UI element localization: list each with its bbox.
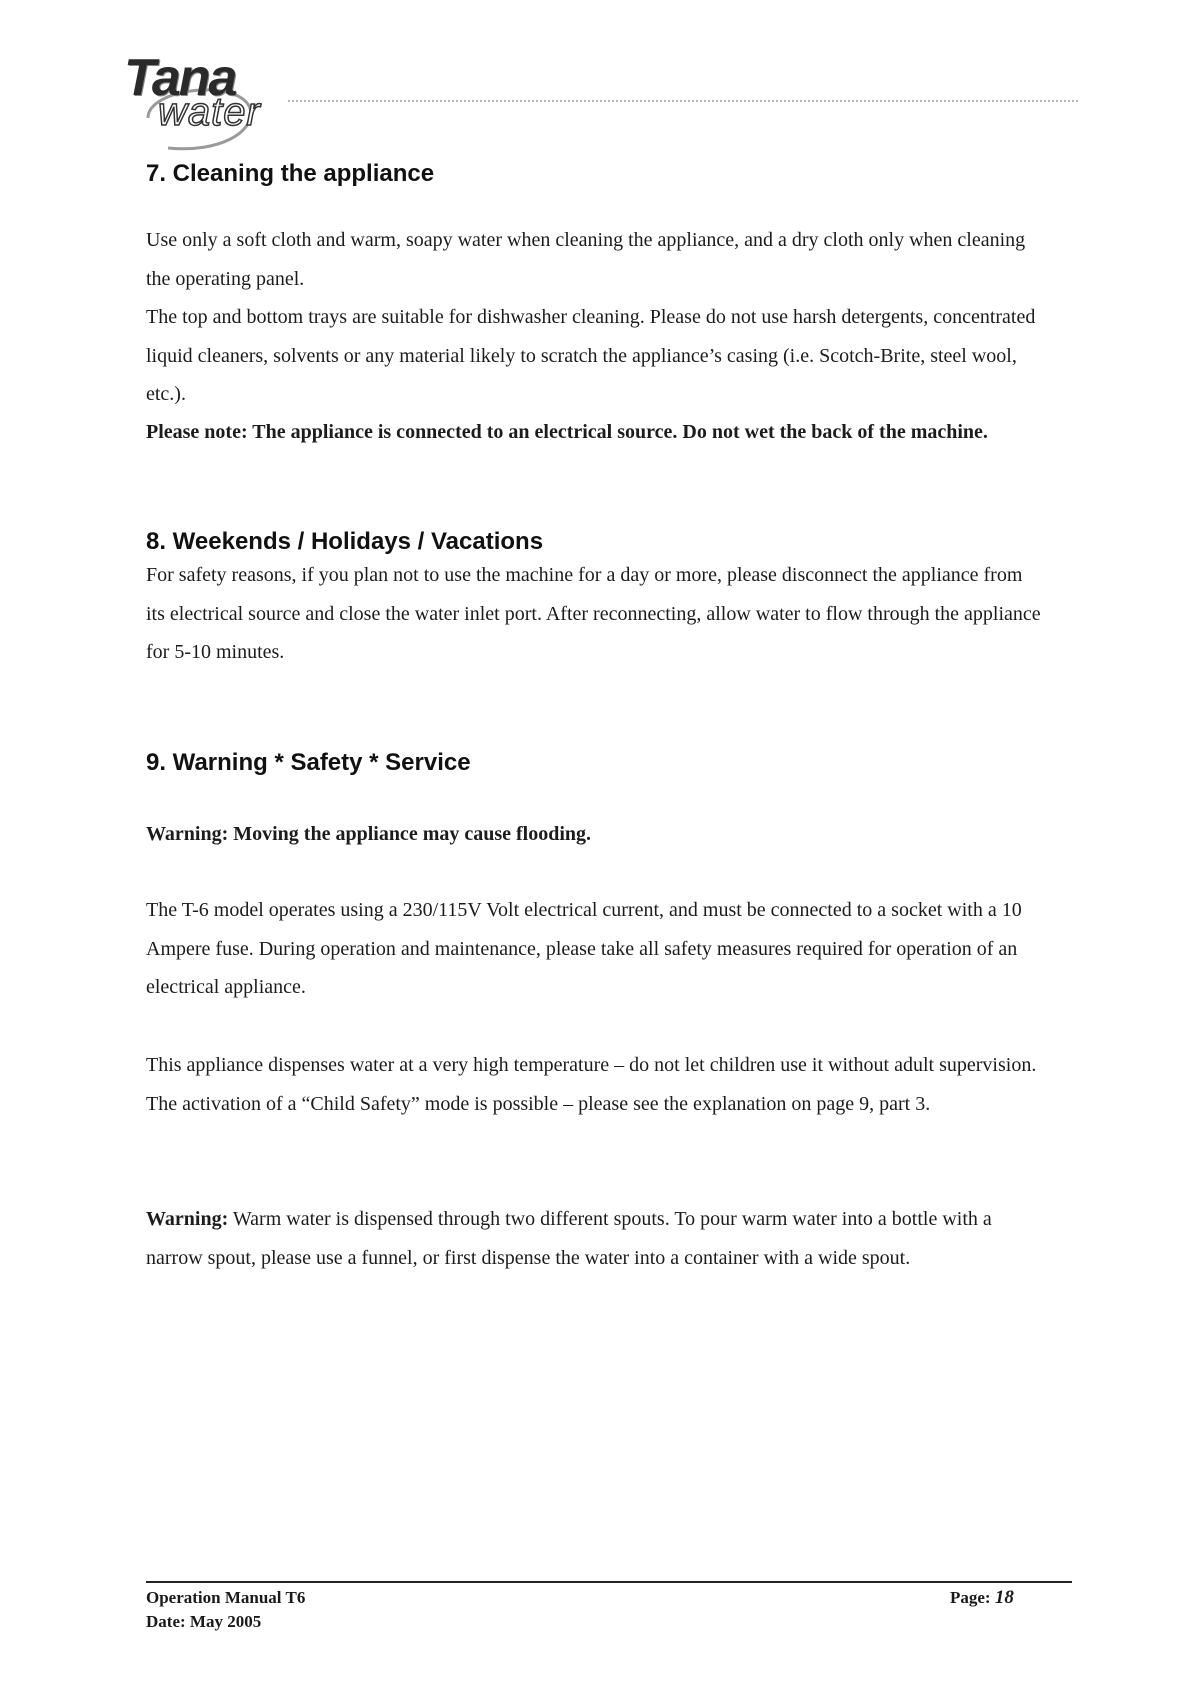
footer-manual-title: Operation Manual T6 <box>146 1588 306 1607</box>
logo-text-tana: Tana <box>124 49 236 107</box>
logo-text-water: water <box>158 90 261 134</box>
warning-label: Warning: <box>146 1208 229 1230</box>
header-dotted-rule <box>288 100 1078 102</box>
section-7-heading: 7. Cleaning the appliance <box>146 160 435 187</box>
footer-date: Date: May 2005 <box>146 1612 262 1631</box>
section-8-heading: 8. Weekends / Holidays / Vacations <box>146 528 544 555</box>
section-7-note: Please note: The appliance is connected to an electrical source. Do not wet the back of the machine. <box>146 421 988 443</box>
warning-text: Warm water is dispensed through two different spouts. To pour warm water into a bottle with a narrow spout, please use a funnel, or first dispense the water into a container with a wide spout. <box>146 1208 992 1269</box>
footer-page <box>950 1586 1014 1610</box>
footer-left <box>146 1586 305 1634</box>
section-7-paragraph-1: Use only a soft cloth and warm, soapy water when cleaning the appliance, and a dry cloth only when cleaning the operating panel. <box>146 229 1026 290</box>
footer-page-label: Page: <box>950 1588 995 1607</box>
section-8-paragraph: For safety reasons, if you plan not to use the machine for a day or more, please disconnect the appliance from its electrical source and close the water inlet port. After reconnecting, allow water to flow through the appliance for 5-10 minutes. <box>146 564 1041 663</box>
section-9-paragraph-2: This appliance dispenses water at a very high temperature – do not let children use it without adult supervision. The activation of a “Child Safety” mode is possible – please see the explanation on page 9, part 3. <box>146 1054 1037 1115</box>
section-9-warning-spouts <box>146 1200 1046 1277</box>
section-9-warning-flooding: Warning: Moving the appliance may cause flooding. <box>146 823 592 845</box>
section-7-paragraph-2: The top and bottom trays are suitable for dishwasher cleaning. Please do not use harsh detergents, concentrated liquid cleaners, solvents or any material likely to scratch the appliance’s casing (i.e. Scotch-Brite, steel wool, etc.). <box>146 306 1036 405</box>
section-9-paragraph-1: The T-6 model operates using a 230/115V Volt electrical current, and must be connected to a socket with a 10 Ampere fuse. During operation and maintenance, please take all safety measures required for operation of an electrical appliance. <box>146 899 1022 998</box>
footer-rule <box>146 1581 1072 1583</box>
tana-water-logo <box>118 48 288 158</box>
footer-page-number: 18 <box>994 1587 1014 1608</box>
section-9-heading: 9. Warning * Safety * Service <box>146 749 471 776</box>
